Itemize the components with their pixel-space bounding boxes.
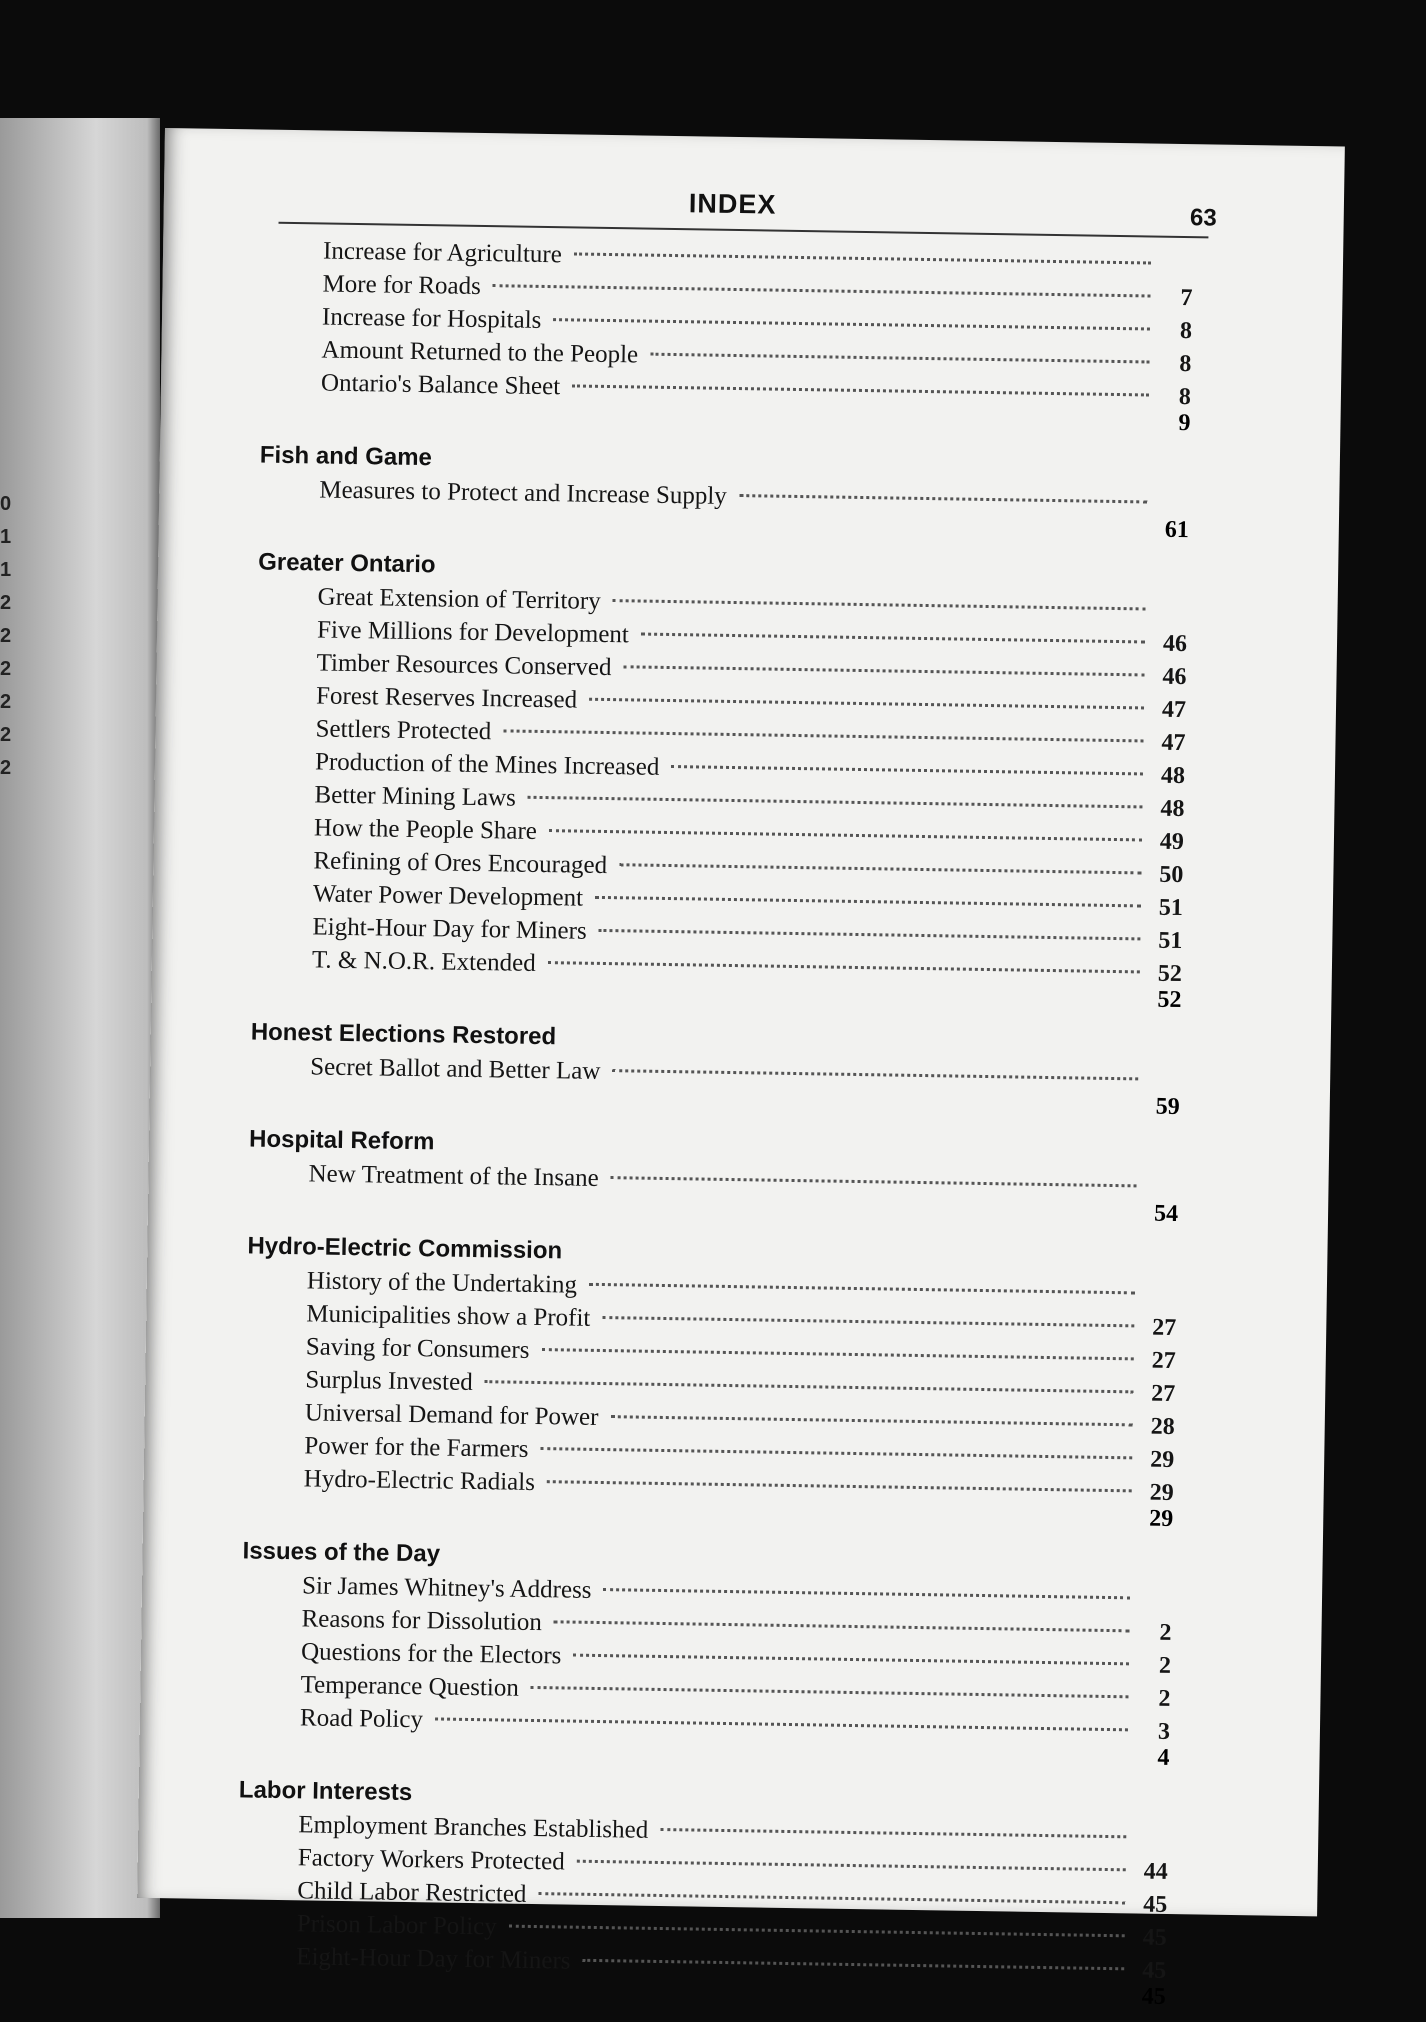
dot-leader [531, 1686, 1129, 1698]
page-number: 63 [1190, 204, 1217, 232]
dot-leader [509, 1925, 1125, 1938]
dot-leader [549, 829, 1142, 841]
entry-page-number: 48 [1154, 793, 1185, 826]
index-section [259, 438, 1190, 554]
dot-leader [435, 1717, 1128, 1731]
entry-page-number: 46 [1157, 628, 1188, 661]
dot-leader [660, 1828, 1126, 1838]
entry-label: Child Labor Restricted [297, 1874, 527, 1911]
dot-leader [671, 765, 1143, 775]
dot-leader [553, 318, 1150, 330]
dot-leader [589, 698, 1144, 710]
entry-label: Forest Reserves Increased [316, 679, 578, 716]
entry-label: T. & N.O.R. Extended [312, 943, 536, 980]
facing-digit: 2 [0, 653, 14, 686]
section-heading: Hydro-Electric Commission [247, 1228, 1177, 1278]
entry-label: Temperance Question [300, 1668, 519, 1704]
index-page [137, 128, 1345, 1916]
facing-digit: 2 [0, 587, 14, 620]
entry-page-number: 8 [1161, 381, 1192, 414]
index-section [260, 234, 1193, 447]
dot-leader [641, 633, 1145, 644]
section-heading: Issues of the Day [242, 1533, 1172, 1583]
entry-page-number: 45 [1136, 1921, 1167, 1954]
entry-label: Great Extension of Territory [317, 580, 601, 617]
entry-label: Factory Workers Protected [298, 1841, 565, 1878]
entry-label: Power for the Farmers [304, 1429, 529, 1466]
dot-leader [547, 1480, 1132, 1492]
entry-page-number: 51 [1153, 892, 1184, 925]
entry-label: Better Mining Laws [314, 778, 516, 814]
entry-label: Saving for Consumers [306, 1330, 530, 1367]
dot-leader [574, 252, 1151, 264]
entry-page-number: 27 [1145, 1345, 1176, 1378]
entry-label: More for Roads [322, 267, 481, 302]
trailing-page-number: 9 [1160, 413, 1190, 433]
index-section [236, 1772, 1170, 2020]
facing-digit: 2 [0, 620, 14, 653]
dot-leader [589, 1283, 1135, 1295]
dot-leader [604, 1588, 1131, 1599]
dot-leader [572, 384, 1149, 396]
section-heading: Greater Ontario [258, 545, 1188, 595]
dot-leader [541, 1348, 1133, 1360]
dot-leader [619, 863, 1141, 874]
dot-leader [503, 729, 1143, 742]
entry-page-number: 3 [1140, 1716, 1171, 1749]
entry-label: Five Millions for Development [317, 613, 629, 651]
facing-page-edge [0, 118, 160, 1918]
entry-page-number: 29 [1144, 1444, 1175, 1477]
dot-leader [613, 599, 1146, 610]
entry-page-number: 2 [1140, 1683, 1171, 1716]
dot-leader [573, 1654, 1129, 1666]
index-section [243, 1228, 1178, 1542]
facing-digit: 2 [0, 752, 14, 785]
entry-page-number: 47 [1156, 694, 1187, 727]
entry-label: Refining of Ores Encouraged [313, 844, 607, 882]
entry-label: Production of the Mines Increased [315, 745, 660, 783]
facing-digit: 2 [0, 719, 14, 752]
facing-digit: 0 [0, 488, 14, 521]
dot-leader [612, 1069, 1138, 1080]
entry-label: Surplus Invested [305, 1363, 473, 1399]
entry-label: Prison Labor Policy [297, 1907, 497, 1943]
dot-leader [599, 929, 1141, 941]
entry-label: Road Policy [300, 1701, 423, 1736]
entry-page-number: 8 [1162, 315, 1193, 348]
entry-page-number: 2 [1141, 1617, 1172, 1650]
entry-page-number: 27 [1146, 1312, 1177, 1345]
entry-page-number: 50 [1153, 859, 1184, 892]
facing-digit: 2 [0, 686, 14, 719]
entry-label: Timber Resources Conserved [316, 646, 611, 684]
index-section [239, 1533, 1173, 1781]
trailing-page-number: 29 [1143, 1509, 1173, 1529]
index-list [236, 228, 1194, 2020]
section-heading: Hospital Reform [249, 1121, 1179, 1171]
entry-label: Hydro-Electric Radials [304, 1462, 536, 1499]
section-heading: Honest Elections Restored [251, 1014, 1181, 1064]
dot-leader [582, 1959, 1124, 1971]
entry-label: Eight-Hour Day for Miners [296, 1940, 571, 1977]
dot-leader [577, 1860, 1126, 1872]
dot-leader [623, 665, 1144, 676]
entry-page-number: 29 [1143, 1477, 1174, 1510]
entry-label: Sir James Whitney's Address [302, 1569, 592, 1607]
entry-page-number: 7 [1162, 282, 1193, 315]
entry-label: History of the Undertaking [307, 1264, 578, 1301]
entry-label: Ontario's Balance Sheet [321, 366, 561, 403]
section-heading: Labor Interests [239, 1772, 1169, 1822]
entry-label: Eight-Hour Day for Miners [312, 910, 587, 947]
entry-label: Secret Ballot and Better Law [310, 1050, 601, 1088]
facing-digit: 1 [0, 554, 14, 587]
trailing-page-number: 52 [1151, 990, 1181, 1010]
trailing-page-number: 61 [1159, 520, 1189, 540]
index-section [248, 1121, 1179, 1237]
entry-page-number: 8 [1161, 348, 1192, 381]
dot-leader [602, 1316, 1134, 1327]
entry-label: Measures to Protect and Increase Supply [319, 473, 727, 512]
entry-label: Increase for Agriculture [323, 235, 562, 272]
entry-label: Reasons for Dissolution [301, 1602, 542, 1639]
dot-leader [650, 353, 1149, 364]
entry-page-number: 49 [1154, 826, 1185, 859]
entry-page-number: 48 [1155, 760, 1186, 793]
facing-page-digits [0, 488, 14, 785]
entry-page-number: 2 [1141, 1650, 1172, 1683]
entry-label: Questions for the Electors [301, 1635, 562, 1672]
entry-label: Amount Returned to the People [321, 333, 638, 371]
entry-label: Employment Branches Established [298, 1808, 648, 1846]
entry-label: New Treatment of the Insane [308, 1157, 599, 1195]
dot-leader [538, 1892, 1125, 1904]
dot-leader [739, 494, 1147, 503]
entry-page-number: 44 [1137, 1855, 1168, 1888]
dot-leader [541, 1447, 1133, 1459]
entry-page-number: 45 [1137, 1888, 1168, 1921]
dot-leader [493, 284, 1151, 297]
section-heading: Fish and Game [260, 438, 1190, 488]
dot-leader [610, 1415, 1132, 1426]
trailing-page-number: 59 [1150, 1097, 1180, 1117]
index-section [250, 1014, 1181, 1130]
entry-page-number: 28 [1144, 1411, 1175, 1444]
dot-leader [548, 961, 1140, 973]
dot-leader [485, 1380, 1134, 1393]
trailing-page-number: 4 [1139, 1748, 1169, 1768]
dot-leader [554, 1620, 1130, 1632]
entry-page-number: 52 [1152, 958, 1183, 991]
entry-label: Municipalities show a Profit [306, 1297, 590, 1334]
dot-leader [611, 1176, 1137, 1187]
dot-leader [528, 796, 1143, 809]
entry-page-number: 47 [1155, 727, 1186, 760]
entry-label: Increase for Hospitals [322, 300, 542, 336]
entry-label: Settlers Protected [315, 712, 491, 748]
entry-label: Water Power Development [313, 877, 584, 914]
page-title: INDEX [689, 188, 777, 220]
entry-page-number: 27 [1145, 1378, 1176, 1411]
trailing-page-number: 54 [1148, 1204, 1178, 1224]
index-section [251, 545, 1188, 1024]
entry-label: Universal Demand for Power [305, 1396, 599, 1434]
trailing-page-number: 45 [1136, 1986, 1166, 2006]
entry-page-number: 46 [1156, 661, 1187, 694]
entry-page-number: 45 [1136, 1954, 1167, 1987]
dot-leader [595, 896, 1141, 908]
facing-digit: 1 [0, 521, 14, 554]
entry-page-number: 51 [1152, 925, 1183, 958]
entry-label: How the People Share [314, 811, 537, 847]
